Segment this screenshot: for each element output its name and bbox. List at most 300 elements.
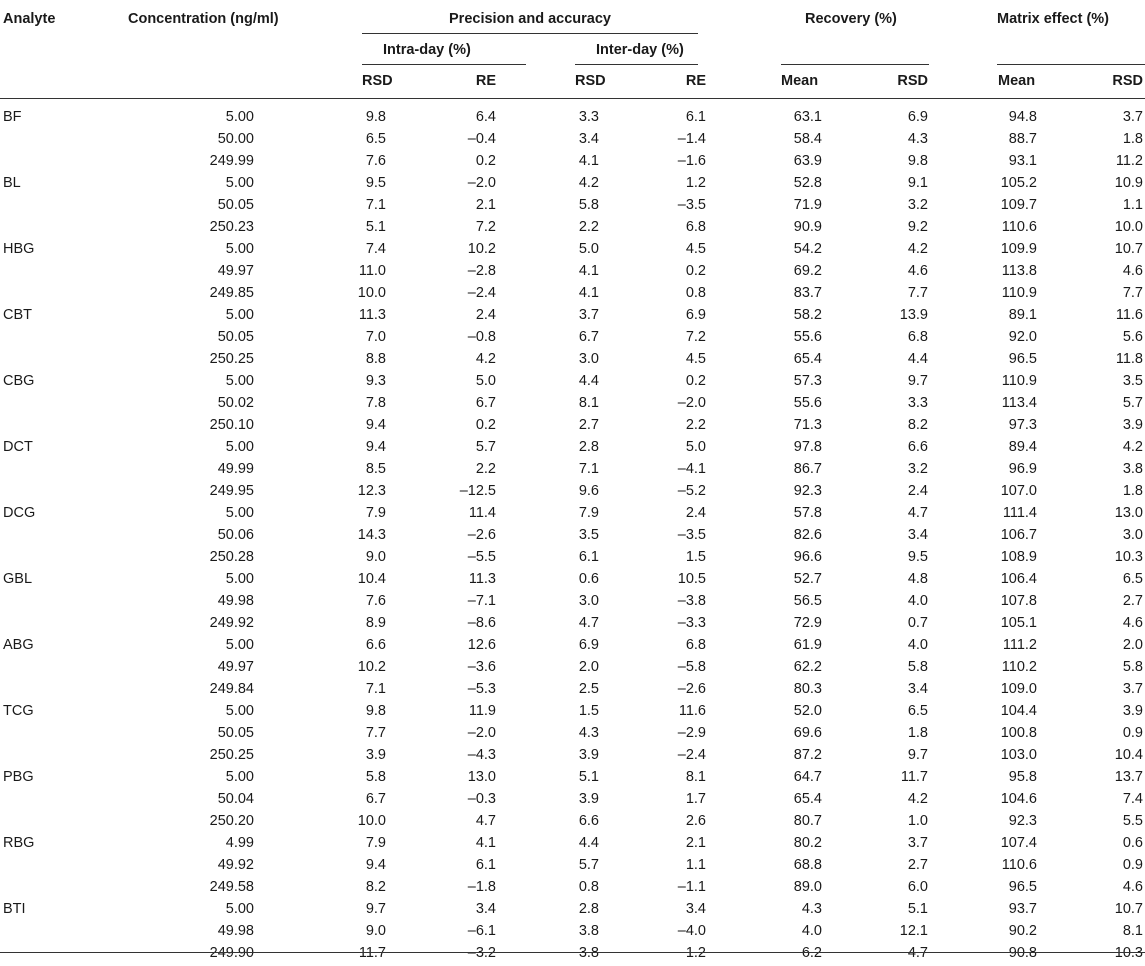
cell-concentration: 249.84 <box>209 681 254 697</box>
cell-inter-re: 1.5 <box>685 549 706 565</box>
cell-concentration: 50.05 <box>217 197 254 213</box>
cell-inter-re: –5.2 <box>677 483 706 499</box>
cell-intra-rsd: 7.8 <box>365 395 386 411</box>
cell-recovery-mean: 55.6 <box>793 329 822 345</box>
cell-recovery-mean: 62.2 <box>793 659 822 675</box>
cell-concentration: 249.95 <box>209 483 254 499</box>
table-row <box>0 570 1145 592</box>
cell-inter-rsd: 8.1 <box>578 395 599 411</box>
cell-concentration: 249.92 <box>209 615 254 631</box>
cell-matrix-mean: 110.2 <box>1001 659 1037 675</box>
cell-intra-rsd: 5.1 <box>365 219 386 235</box>
cell-intra-rsd: 9.3 <box>365 373 386 389</box>
cell-intra-rsd: 7.9 <box>365 505 386 521</box>
table-row <box>0 482 1145 504</box>
cell-recovery-rsd: 3.3 <box>907 395 928 411</box>
header-recovery-rsd: RSD <box>897 73 928 89</box>
cell-matrix-mean: 92.0 <box>1008 329 1037 345</box>
cell-inter-re: –2.9 <box>677 725 706 741</box>
header-matrix-effect: Matrix effect (%) <box>997 11 1109 27</box>
cell-inter-re: 1.2 <box>685 945 706 961</box>
cell-intra-re: 0.2 <box>475 153 496 169</box>
cell-intra-re: 6.1 <box>475 857 496 873</box>
cell-inter-rsd: 5.1 <box>578 769 599 785</box>
cell-matrix-mean: 95.8 <box>1008 769 1037 785</box>
table-row <box>0 416 1145 438</box>
cell-recovery-mean: 61.9 <box>793 637 822 653</box>
cell-recovery-rsd: 4.7 <box>907 505 928 521</box>
cell-recovery-rsd: 9.5 <box>907 549 928 565</box>
cell-recovery-mean: 55.6 <box>793 395 822 411</box>
cell-intra-re: 7.2 <box>475 219 496 235</box>
cell-matrix-rsd: 5.5 <box>1122 813 1143 829</box>
cell-concentration: 49.98 <box>217 923 254 939</box>
cell-inter-re: –1.1 <box>677 879 706 895</box>
cell-intra-re: 2.1 <box>475 197 496 213</box>
header-intra-day: Intra-day (%) <box>383 42 471 58</box>
cell-recovery-mean: 65.4 <box>793 791 822 807</box>
cell-inter-rsd: 0.6 <box>578 571 599 587</box>
cell-inter-rsd: 5.7 <box>578 857 599 873</box>
cell-concentration: 5.00 <box>225 109 254 125</box>
cell-inter-re: 6.8 <box>685 219 706 235</box>
header-intra-rsd: RSD <box>362 73 393 89</box>
cell-inter-re: 0.2 <box>685 373 706 389</box>
cell-matrix-mean: 111.4 <box>1002 505 1037 521</box>
table-row <box>0 152 1145 174</box>
cell-matrix-mean: 88.7 <box>1008 131 1037 147</box>
table-row <box>0 548 1145 570</box>
header-matrix-mean: Mean <box>998 73 1036 89</box>
cell-intra-rsd: 8.2 <box>365 879 386 895</box>
cell-concentration: 250.20 <box>209 813 254 829</box>
cell-inter-re: 6.1 <box>685 109 706 125</box>
table-row <box>0 834 1145 856</box>
cell-intra-re: –12.5 <box>459 483 496 499</box>
cell-matrix-rsd: 3.0 <box>1122 527 1143 543</box>
table-row <box>0 812 1145 834</box>
cell-recovery-rsd: 4.8 <box>907 571 928 587</box>
cell-matrix-mean: 105.2 <box>1000 175 1037 191</box>
table-row <box>0 350 1145 372</box>
cell-matrix-mean: 93.7 <box>1008 901 1037 917</box>
cell-matrix-rsd: 11.8 <box>1115 351 1143 367</box>
cell-recovery-rsd: 8.2 <box>907 417 928 433</box>
cell-recovery-mean: 86.7 <box>793 461 822 477</box>
cell-matrix-mean: 106.7 <box>1000 527 1037 543</box>
header-matrix-rsd: RSD <box>1112 73 1143 89</box>
cell-inter-re: –3.8 <box>677 593 706 609</box>
cell-recovery-rsd: 5.1 <box>907 901 928 917</box>
cell-intra-rsd: 7.1 <box>365 197 386 213</box>
cell-matrix-mean: 96.5 <box>1008 351 1037 367</box>
table-row <box>0 878 1145 900</box>
table-row <box>0 702 1145 724</box>
cell-matrix-rsd: 10.4 <box>1114 747 1143 763</box>
cell-matrix-mean: 113.8 <box>1001 263 1037 279</box>
cell-intra-rsd: 9.4 <box>365 857 386 873</box>
cell-intra-re: 10.2 <box>467 241 496 257</box>
cell-inter-rsd: 2.8 <box>578 901 599 917</box>
cell-concentration: 5.00 <box>225 307 254 323</box>
cell-inter-re: 0.8 <box>685 285 706 301</box>
cell-intra-re: 3.4 <box>475 901 496 917</box>
cell-inter-rsd: 3.9 <box>578 791 599 807</box>
table-row <box>0 768 1145 790</box>
cell-inter-rsd: 3.0 <box>578 593 599 609</box>
table-row <box>0 328 1145 350</box>
cell-intra-re: –0.4 <box>467 131 496 147</box>
cell-intra-re: –2.4 <box>467 285 496 301</box>
cell-intra-rsd: 10.0 <box>357 285 386 301</box>
header-intra-re: RE <box>475 73 496 89</box>
cell-recovery-mean: 72.9 <box>793 615 822 631</box>
cell-recovery-rsd: 2.7 <box>907 857 928 873</box>
inter-underline <box>575 64 698 65</box>
cell-inter-rsd: 2.2 <box>578 219 599 235</box>
cell-intra-re: –5.3 <box>467 681 496 697</box>
cell-concentration: 249.58 <box>209 879 254 895</box>
cell-matrix-rsd: 1.8 <box>1122 131 1143 147</box>
header-precision-accuracy: Precision and accuracy <box>449 11 611 27</box>
cell-recovery-rsd: 3.7 <box>907 835 928 851</box>
cell-matrix-rsd: 8.1 <box>1122 923 1143 939</box>
cell-concentration: 50.00 <box>217 131 254 147</box>
cell-inter-rsd: 2.0 <box>578 659 599 675</box>
header-recovery-mean: Mean <box>781 73 819 89</box>
cell-matrix-mean: 96.5 <box>1008 879 1037 895</box>
cell-inter-rsd: 9.6 <box>578 483 599 499</box>
cell-intra-rsd: 8.9 <box>365 615 386 631</box>
cell-recovery-rsd: 2.4 <box>907 483 928 499</box>
cell-inter-rsd: 6.6 <box>578 813 599 829</box>
cell-analyte: HBG <box>3 241 35 257</box>
cell-matrix-rsd: 0.6 <box>1122 835 1143 851</box>
cell-intra-re: –6.1 <box>467 923 496 939</box>
cell-intra-rsd: 14.3 <box>357 527 386 543</box>
cell-concentration: 49.97 <box>217 263 254 279</box>
cell-inter-rsd: 3.5 <box>578 527 599 543</box>
cell-recovery-rsd: 4.0 <box>907 593 928 609</box>
cell-analyte: RBG <box>3 835 35 851</box>
cell-intra-re: –2.0 <box>467 725 496 741</box>
cell-inter-re: 4.5 <box>685 351 706 367</box>
cell-recovery-mean: 69.6 <box>793 725 822 741</box>
cell-concentration: 50.06 <box>217 527 254 543</box>
cell-analyte: CBT <box>3 307 32 323</box>
cell-matrix-rsd: 3.7 <box>1122 109 1143 125</box>
cell-matrix-mean: 109.7 <box>1000 197 1037 213</box>
cell-matrix-mean: 100.8 <box>1000 725 1037 741</box>
cell-analyte: DCG <box>3 505 36 521</box>
cell-analyte: PBG <box>3 769 34 785</box>
cell-concentration: 5.00 <box>225 439 254 455</box>
cell-inter-re: 3.4 <box>685 901 706 917</box>
cell-inter-re: 8.1 <box>685 769 706 785</box>
cell-concentration: 5.00 <box>225 571 254 587</box>
cell-recovery-mean: 57.3 <box>793 373 822 389</box>
cell-concentration: 5.00 <box>225 769 254 785</box>
cell-intra-rsd: 6.6 <box>365 637 386 653</box>
cell-analyte: BF <box>3 109 22 125</box>
table-row <box>0 460 1145 482</box>
cell-intra-re: 2.4 <box>475 307 496 323</box>
cell-inter-re: –2.0 <box>677 395 706 411</box>
cell-matrix-mean: 110.6 <box>1001 857 1037 873</box>
cell-intra-re: –0.8 <box>467 329 496 345</box>
table-row <box>0 790 1145 812</box>
cell-inter-rsd: 3.4 <box>578 131 599 147</box>
cell-matrix-mean: 110.9 <box>1001 373 1037 389</box>
cell-recovery-rsd: 6.8 <box>907 329 928 345</box>
cell-intra-rsd: 11.7 <box>358 945 386 961</box>
cell-inter-rsd: 3.8 <box>578 923 599 939</box>
cell-intra-re: –8.6 <box>467 615 496 631</box>
table-row <box>0 130 1145 152</box>
cell-concentration: 249.85 <box>209 285 254 301</box>
cell-intra-re: 4.7 <box>475 813 496 829</box>
cell-recovery-rsd: 3.4 <box>907 527 928 543</box>
cell-intra-rsd: 3.9 <box>365 747 386 763</box>
cell-inter-re: –4.0 <box>677 923 706 939</box>
cell-inter-rsd: 4.3 <box>578 725 599 741</box>
cell-recovery-rsd: 9.8 <box>907 153 928 169</box>
cell-recovery-mean: 54.2 <box>793 241 822 257</box>
cell-concentration: 5.00 <box>225 175 254 191</box>
cell-matrix-mean: 103.0 <box>1000 747 1037 763</box>
table-row <box>0 636 1145 658</box>
cell-recovery-mean: 80.3 <box>793 681 822 697</box>
cell-matrix-rsd: 13.7 <box>1114 769 1143 785</box>
cell-intra-rsd: 8.5 <box>365 461 386 477</box>
cell-intra-re: –7.1 <box>467 593 496 609</box>
cell-inter-rsd: 4.4 <box>578 835 599 851</box>
cell-recovery-rsd: 13.9 <box>899 307 928 323</box>
table-row <box>0 174 1145 196</box>
cell-intra-re: 0.2 <box>475 417 496 433</box>
cell-recovery-rsd: 4.7 <box>907 945 928 961</box>
recovery-underline <box>781 64 929 65</box>
cell-analyte: DCT <box>3 439 33 455</box>
cell-matrix-rsd: 3.5 <box>1122 373 1143 389</box>
table-row <box>0 944 1145 966</box>
table-row <box>0 592 1145 614</box>
cell-matrix-rsd: 2.7 <box>1122 593 1143 609</box>
cell-recovery-mean: 4.0 <box>801 923 822 939</box>
cell-matrix-rsd: 0.9 <box>1122 857 1143 873</box>
cell-matrix-mean: 90.8 <box>1008 945 1037 961</box>
cell-matrix-mean: 94.8 <box>1008 109 1037 125</box>
cell-analyte: CBG <box>3 373 35 389</box>
cell-recovery-rsd: 6.0 <box>907 879 928 895</box>
cell-intra-re: 11.9 <box>468 703 496 719</box>
cell-inter-re: –3.3 <box>677 615 706 631</box>
cell-inter-re: –1.6 <box>677 153 706 169</box>
cell-concentration: 249.99 <box>209 153 254 169</box>
cell-matrix-mean: 107.8 <box>1000 593 1037 609</box>
cell-inter-re: 0.2 <box>685 263 706 279</box>
cell-recovery-mean: 83.7 <box>793 285 822 301</box>
cell-inter-re: 10.5 <box>677 571 706 587</box>
cell-matrix-mean: 104.6 <box>1000 791 1037 807</box>
cell-matrix-mean: 107.4 <box>1000 835 1037 851</box>
cell-concentration: 5.00 <box>225 901 254 917</box>
cell-matrix-rsd: 0.9 <box>1122 725 1143 741</box>
cell-recovery-mean: 87.2 <box>793 747 822 763</box>
cell-concentration: 250.25 <box>209 747 254 763</box>
cell-intra-rsd: 9.5 <box>365 175 386 191</box>
cell-recovery-mean: 82.6 <box>793 527 822 543</box>
header-inter-day: Inter-day (%) <box>596 42 684 58</box>
cell-concentration: 5.00 <box>225 241 254 257</box>
cell-inter-rsd: 7.9 <box>578 505 599 521</box>
cell-recovery-rsd: 9.7 <box>907 373 928 389</box>
cell-recovery-rsd: 4.4 <box>907 351 928 367</box>
table-row <box>0 262 1145 284</box>
cell-analyte: BTI <box>3 901 26 917</box>
cell-intra-re: –3.2 <box>467 945 496 961</box>
cell-inter-re: –3.5 <box>677 527 706 543</box>
cell-recovery-mean: 90.9 <box>793 219 822 235</box>
cell-recovery-rsd: 4.0 <box>907 637 928 653</box>
cell-inter-rsd: 5.8 <box>578 197 599 213</box>
cell-inter-rsd: 4.1 <box>578 285 599 301</box>
table-row <box>0 438 1145 460</box>
cell-inter-re: 1.2 <box>685 175 706 191</box>
cell-matrix-mean: 109.0 <box>1000 681 1037 697</box>
cell-inter-rsd: 6.9 <box>578 637 599 653</box>
cell-recovery-mean: 69.2 <box>793 263 822 279</box>
cell-concentration: 50.05 <box>217 725 254 741</box>
cell-concentration: 250.23 <box>209 219 254 235</box>
cell-recovery-mean: 63.9 <box>793 153 822 169</box>
cell-intra-rsd: 10.0 <box>357 813 386 829</box>
cell-recovery-rsd: 3.4 <box>907 681 928 697</box>
cell-matrix-mean: 106.4 <box>1000 571 1037 587</box>
cell-inter-re: –4.1 <box>677 461 706 477</box>
table-row <box>0 394 1145 416</box>
cell-intra-rsd: 7.1 <box>365 681 386 697</box>
table-bottom-rule <box>0 952 1145 953</box>
cell-matrix-rsd: 10.0 <box>1114 219 1143 235</box>
cell-recovery-mean: 57.8 <box>793 505 822 521</box>
table-row <box>0 284 1145 306</box>
cell-intra-rsd: 9.7 <box>365 901 386 917</box>
cell-analyte: TCG <box>3 703 34 719</box>
cell-matrix-rsd: 1.1 <box>1122 197 1143 213</box>
cell-inter-rsd: 3.8 <box>578 945 599 961</box>
cell-matrix-mean: 96.9 <box>1008 461 1037 477</box>
cell-analyte: ABG <box>3 637 34 653</box>
cell-inter-re: 11.6 <box>678 703 706 719</box>
cell-matrix-mean: 110.6 <box>1001 219 1037 235</box>
cell-intra-re: 12.6 <box>467 637 496 653</box>
cell-matrix-rsd: 4.6 <box>1122 263 1143 279</box>
cell-concentration: 50.04 <box>217 791 254 807</box>
cell-matrix-mean: 111.2 <box>1002 637 1037 653</box>
cell-inter-rsd: 4.4 <box>578 373 599 389</box>
table-row <box>0 108 1145 130</box>
cell-intra-rsd: 7.9 <box>365 835 386 851</box>
cell-inter-re: 6.9 <box>685 307 706 323</box>
cell-matrix-rsd: 6.5 <box>1122 571 1143 587</box>
cell-matrix-rsd: 10.9 <box>1114 175 1143 191</box>
cell-inter-re: 4.5 <box>685 241 706 257</box>
cell-recovery-rsd: 9.2 <box>907 219 928 235</box>
cell-matrix-mean: 108.9 <box>1000 549 1037 565</box>
cell-inter-re: 7.2 <box>685 329 706 345</box>
cell-intra-rsd: 6.7 <box>365 791 386 807</box>
cell-recovery-mean: 4.3 <box>801 901 822 917</box>
table-row <box>0 372 1145 394</box>
cell-analyte: GBL <box>3 571 33 587</box>
cell-intra-rsd: 9.4 <box>365 439 386 455</box>
cell-matrix-mean: 92.3 <box>1008 813 1037 829</box>
cell-intra-re: 4.1 <box>475 835 496 851</box>
cell-recovery-mean: 64.7 <box>793 769 822 785</box>
cell-recovery-rsd: 6.9 <box>907 109 928 125</box>
intra-underline <box>362 64 526 65</box>
cell-matrix-rsd: 11.6 <box>1115 307 1143 323</box>
cell-inter-re: 1.7 <box>685 791 706 807</box>
table-row <box>0 724 1145 746</box>
cell-inter-rsd: 3.9 <box>578 747 599 763</box>
cell-matrix-rsd: 3.9 <box>1122 703 1143 719</box>
cell-inter-rsd: 4.1 <box>578 153 599 169</box>
header-bottom-rule <box>0 98 1145 99</box>
table-row <box>0 746 1145 768</box>
cell-matrix-rsd: 2.0 <box>1122 637 1143 653</box>
cell-intra-rsd: 9.4 <box>365 417 386 433</box>
cell-intra-rsd: 10.4 <box>357 571 386 587</box>
cell-matrix-rsd: 3.7 <box>1122 681 1143 697</box>
cell-matrix-mean: 93.1 <box>1008 153 1037 169</box>
cell-inter-rsd: 3.0 <box>578 351 599 367</box>
table-row <box>0 680 1145 702</box>
header-recovery: Recovery (%) <box>805 11 897 27</box>
cell-matrix-mean: 110.9 <box>1001 285 1037 301</box>
cell-intra-rsd: 6.5 <box>365 131 386 147</box>
cell-intra-rsd: 7.6 <box>365 593 386 609</box>
cell-matrix-rsd: 7.4 <box>1122 791 1143 807</box>
cell-recovery-rsd: 4.2 <box>907 241 928 257</box>
cell-matrix-rsd: 11.2 <box>1115 153 1143 169</box>
cell-intra-rsd: 9.0 <box>365 549 386 565</box>
cell-recovery-mean: 58.2 <box>793 307 822 323</box>
cell-matrix-rsd: 4.6 <box>1122 615 1143 631</box>
cell-recovery-mean: 56.5 <box>793 593 822 609</box>
cell-recovery-rsd: 6.6 <box>907 439 928 455</box>
cell-inter-rsd: 4.2 <box>578 175 599 191</box>
cell-intra-re: –2.6 <box>467 527 496 543</box>
matrix-underline <box>997 64 1145 65</box>
cell-matrix-mean: 89.4 <box>1008 439 1037 455</box>
cell-intra-re: 13.0 <box>467 769 496 785</box>
cell-inter-re: 5.0 <box>685 439 706 455</box>
cell-inter-re: 6.8 <box>685 637 706 653</box>
cell-inter-re: –3.5 <box>677 197 706 213</box>
cell-intra-re: 6.7 <box>475 395 496 411</box>
cell-inter-rsd: 7.1 <box>578 461 599 477</box>
cell-matrix-mean: 113.4 <box>1001 395 1037 411</box>
cell-recovery-rsd: 1.8 <box>907 725 928 741</box>
cell-inter-rsd: 4.7 <box>578 615 599 631</box>
table-row <box>0 306 1145 328</box>
cell-intra-re: 2.2 <box>475 461 496 477</box>
cell-intra-rsd: 7.0 <box>365 329 386 345</box>
cell-intra-rsd: 5.8 <box>365 769 386 785</box>
cell-inter-re: –1.4 <box>677 131 706 147</box>
